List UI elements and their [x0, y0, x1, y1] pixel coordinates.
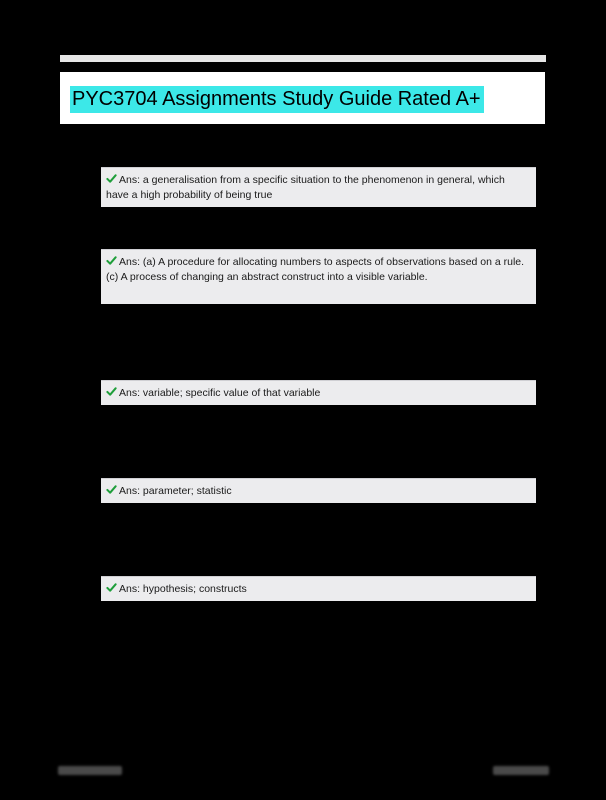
check-icon	[106, 173, 117, 184]
answer-box-5	[101, 576, 536, 601]
check-icon	[106, 386, 117, 397]
footer-watermark-left	[58, 766, 122, 775]
footer-page-number	[493, 766, 549, 775]
title-box	[60, 72, 545, 124]
answer-text: Ans: variable; specific value of that variable	[119, 387, 321, 399]
check-icon	[106, 582, 117, 593]
answer-box-1	[101, 167, 536, 207]
check-icon	[106, 484, 117, 495]
header-rule	[60, 55, 546, 62]
answer-text: Ans: hypothesis; constructs	[119, 583, 247, 595]
answer-box-2	[101, 249, 536, 304]
answer-text: Ans: parameter; statistic	[119, 485, 232, 497]
answer-text: Ans: (a) A procedure for allocating numbers to aspects of observations based on a rule.	[119, 256, 525, 268]
answer-box-4	[101, 478, 536, 503]
document-title: PYC3704 Assignments Study Guide Rated A+	[70, 86, 484, 113]
answer-box-3	[101, 380, 536, 405]
answer-text-continued: (c) A process of changing an abstract construct into a visible variable.	[106, 271, 428, 283]
answer-text: Ans: a generalisation from a specific situation to the phenomenon in general, which have a high probability of being true	[106, 174, 505, 201]
check-icon	[106, 255, 117, 266]
